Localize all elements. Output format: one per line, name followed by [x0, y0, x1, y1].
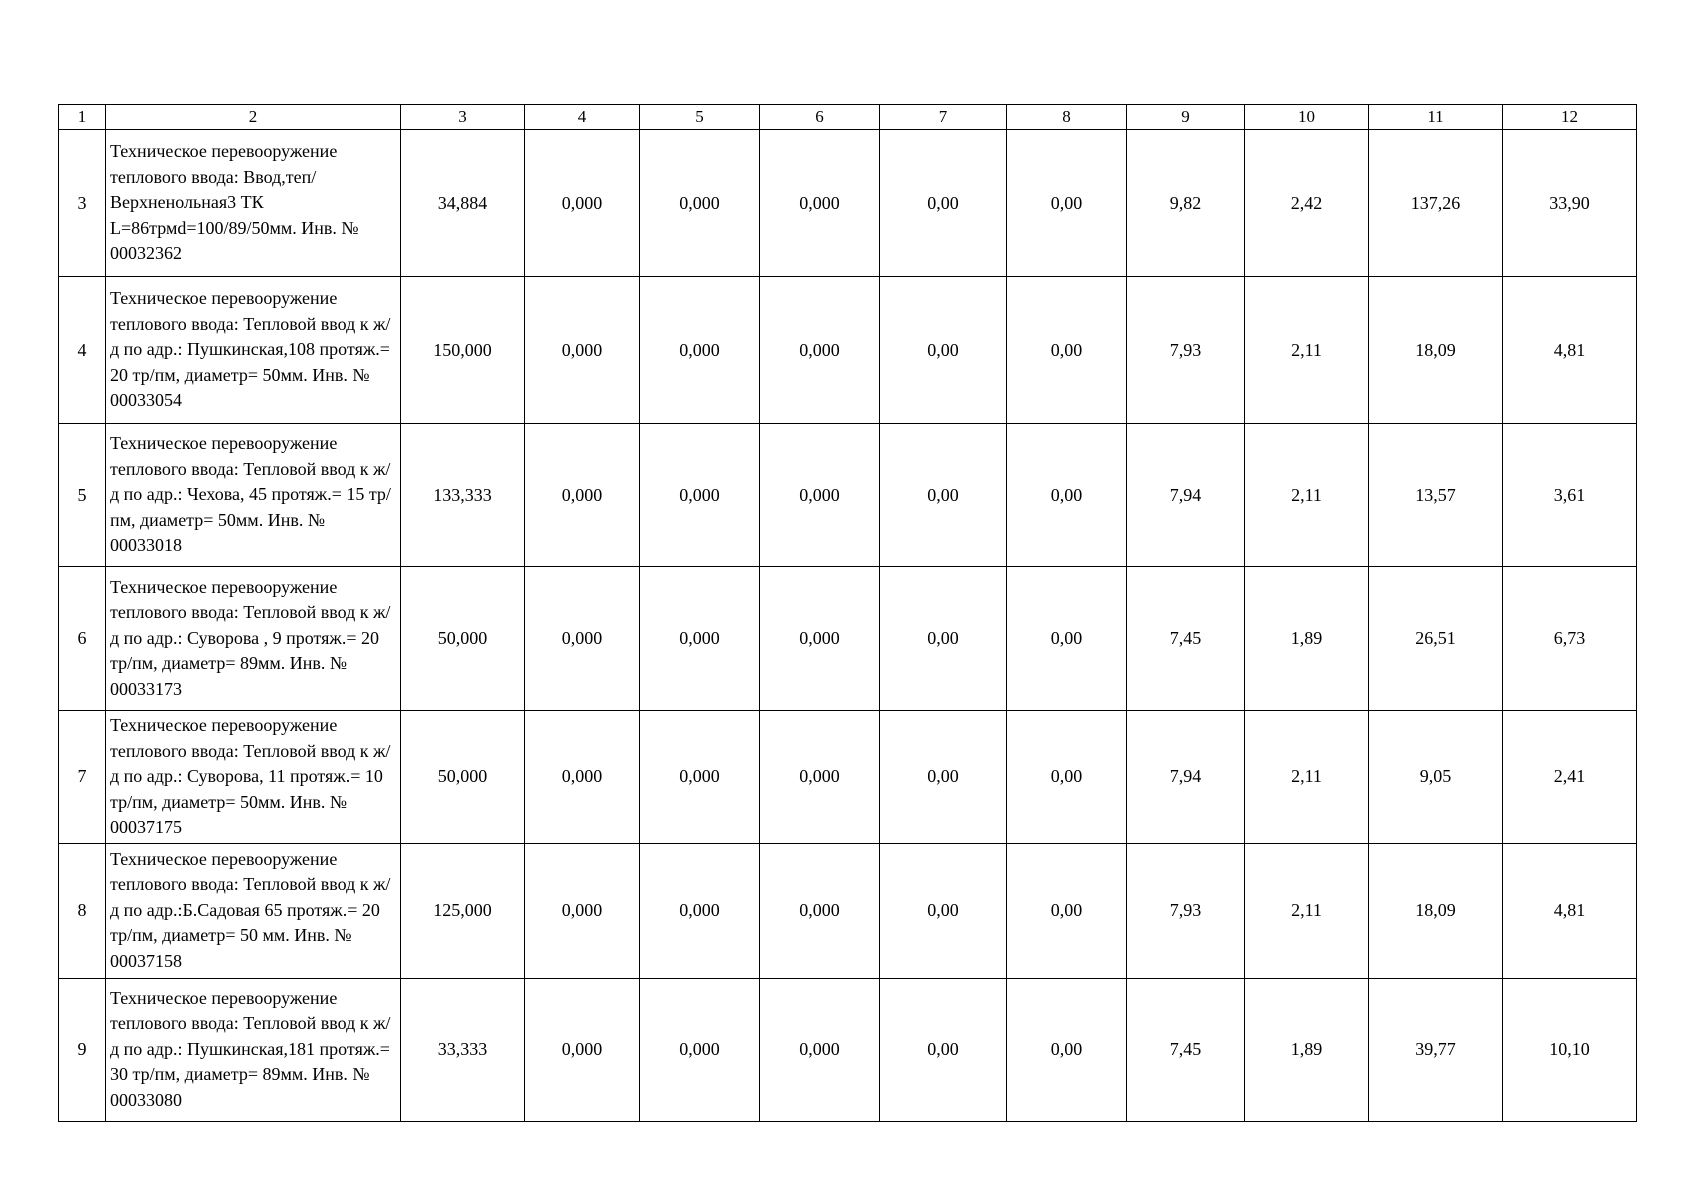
table-cell: 2,11 [1245, 843, 1369, 978]
table-cell: 0,00 [880, 978, 1007, 1121]
column-header: 10 [1245, 105, 1369, 130]
table-cell: 10,10 [1503, 978, 1637, 1121]
table-row [59, 424, 1637, 567]
table-cell: 0,000 [760, 424, 880, 567]
table-cell: 0,000 [640, 130, 760, 277]
table-cell: 0,000 [760, 711, 880, 844]
table-cell: 39,77 [1369, 978, 1503, 1121]
table-cell: 1,89 [1245, 567, 1369, 711]
table-cell: 6,73 [1503, 567, 1637, 711]
row-description: Техническое перевооружение теплового ввода: Тепловой ввод к ж/д по адр.: Пушкинская,181 протяж.= 30 тр/пм, диаметр= 89мм. Инв. № 00033080 [106, 978, 401, 1121]
table-cell: 0,000 [640, 277, 760, 424]
table-cell: 2,41 [1503, 711, 1637, 844]
table-cell: 0,00 [880, 843, 1007, 978]
column-header: 12 [1503, 105, 1637, 130]
table-cell: 0,00 [1007, 711, 1127, 844]
table-cell: 0,00 [880, 567, 1007, 711]
row-number: 5 [59, 424, 106, 567]
table-cell: 34,884 [401, 130, 525, 277]
table-cell: 0,000 [640, 978, 760, 1121]
table-cell: 150,000 [401, 277, 525, 424]
table-cell: 0,000 [760, 843, 880, 978]
row-number: 3 [59, 130, 106, 277]
table-cell: 0,00 [1007, 567, 1127, 711]
column-header: 8 [1007, 105, 1127, 130]
table-cell: 1,89 [1245, 978, 1369, 1121]
table-cell: 33,333 [401, 978, 525, 1121]
data-table [58, 104, 1637, 1122]
row-number: 8 [59, 843, 106, 978]
table-cell: 2,11 [1245, 424, 1369, 567]
table-cell: 2,42 [1245, 130, 1369, 277]
table-row [59, 843, 1637, 978]
table-cell: 0,00 [1007, 978, 1127, 1121]
row-description: Техническое перевооружение теплового ввода: Ввод,теп/ Верхненольная3 ТК L=86трмd=100/89/50мм. Инв. № 00032362 [106, 130, 401, 277]
table-cell: 0,000 [760, 130, 880, 277]
table-cell: 13,57 [1369, 424, 1503, 567]
table-cell: 7,94 [1127, 711, 1245, 844]
row-number: 9 [59, 978, 106, 1121]
table-row [59, 130, 1637, 277]
table-cell: 2,11 [1245, 277, 1369, 424]
table-cell: 0,000 [640, 424, 760, 567]
table-cell: 2,11 [1245, 711, 1369, 844]
table-cell: 33,90 [1503, 130, 1637, 277]
table-cell: 0,000 [640, 843, 760, 978]
table-cell: 18,09 [1369, 277, 1503, 424]
table-cell: 18,09 [1369, 843, 1503, 978]
table-cell: 4,81 [1503, 843, 1637, 978]
header-row [59, 105, 1637, 130]
column-header: 4 [525, 105, 640, 130]
table-cell: 9,05 [1369, 711, 1503, 844]
table-cell: 0,000 [525, 567, 640, 711]
row-description: Техническое перевооружение теплового ввода: Тепловой ввод к ж/д по адр.:Б.Садовая 65 протяж.= 20 тр/пм, диаметр= 50 мм. Инв. № 00037158 [106, 843, 401, 978]
table-cell: 0,000 [525, 711, 640, 844]
table-cell: 0,000 [760, 277, 880, 424]
table-cell: 9,82 [1127, 130, 1245, 277]
table-cell: 0,000 [525, 978, 640, 1121]
table-cell: 3,61 [1503, 424, 1637, 567]
table-cell: 0,00 [880, 130, 1007, 277]
row-number: 6 [59, 567, 106, 711]
column-header: 6 [760, 105, 880, 130]
table-cell: 0,000 [525, 130, 640, 277]
table-cell: 4,81 [1503, 277, 1637, 424]
table-cell: 50,000 [401, 567, 525, 711]
table-cell: 7,45 [1127, 978, 1245, 1121]
row-number: 4 [59, 277, 106, 424]
table-row [59, 711, 1637, 844]
table-cell: 0,000 [640, 567, 760, 711]
table-cell: 0,000 [640, 711, 760, 844]
table-cell: 0,00 [880, 424, 1007, 567]
document-page [58, 104, 1636, 1122]
table-cell: 0,00 [1007, 130, 1127, 277]
column-header: 2 [106, 105, 401, 130]
table-cell: 125,000 [401, 843, 525, 978]
table-cell: 0,00 [1007, 424, 1127, 567]
table-cell: 0,000 [760, 567, 880, 711]
table-row [59, 277, 1637, 424]
column-header: 1 [59, 105, 106, 130]
column-header: 7 [880, 105, 1007, 130]
row-description: Техническое перевооружение теплового ввода: Тепловой ввод к ж/д по адр.: Суворова , 9 протяж.= 20 тр/пм, диаметр= 89мм. Инв. № 00033173 [106, 567, 401, 711]
table-cell: 7,94 [1127, 424, 1245, 567]
table-cell: 133,333 [401, 424, 525, 567]
table-cell: 7,45 [1127, 567, 1245, 711]
table-row [59, 978, 1637, 1121]
column-header: 5 [640, 105, 760, 130]
table-cell: 0,00 [880, 711, 1007, 844]
table-cell: 7,93 [1127, 843, 1245, 978]
table-cell: 0,00 [1007, 277, 1127, 424]
table-cell: 137,26 [1369, 130, 1503, 277]
table-cell: 26,51 [1369, 567, 1503, 711]
table-cell: 0,000 [525, 277, 640, 424]
row-description: Техническое перевооружение теплового ввода: Тепловой ввод к ж/д по адр.: Чехова, 45 протяж.= 15 тр/пм, диаметр= 50мм. Инв. № 00033018 [106, 424, 401, 567]
column-header: 9 [1127, 105, 1245, 130]
table-cell: 7,93 [1127, 277, 1245, 424]
table-cell: 0,000 [760, 978, 880, 1121]
row-description: Техническое перевооружение теплового ввода: Тепловой ввод к ж/д по адр.: Суворова, 11 протяж.= 10 тр/пм, диаметр= 50мм. Инв. № 00037175 [106, 711, 401, 844]
row-description: Техническое перевооружение теплового ввода: Тепловой ввод к ж/д по адр.: Пушкинская,108 протяж.= 20 тр/пм, диаметр= 50мм. Инв. № 00033054 [106, 277, 401, 424]
table-cell: 0,00 [880, 277, 1007, 424]
column-header: 11 [1369, 105, 1503, 130]
table-cell: 0,000 [525, 843, 640, 978]
table-row [59, 567, 1637, 711]
column-header: 3 [401, 105, 525, 130]
table-cell: 50,000 [401, 711, 525, 844]
row-number: 7 [59, 711, 106, 844]
table-cell: 0,00 [1007, 843, 1127, 978]
table-cell: 0,000 [525, 424, 640, 567]
